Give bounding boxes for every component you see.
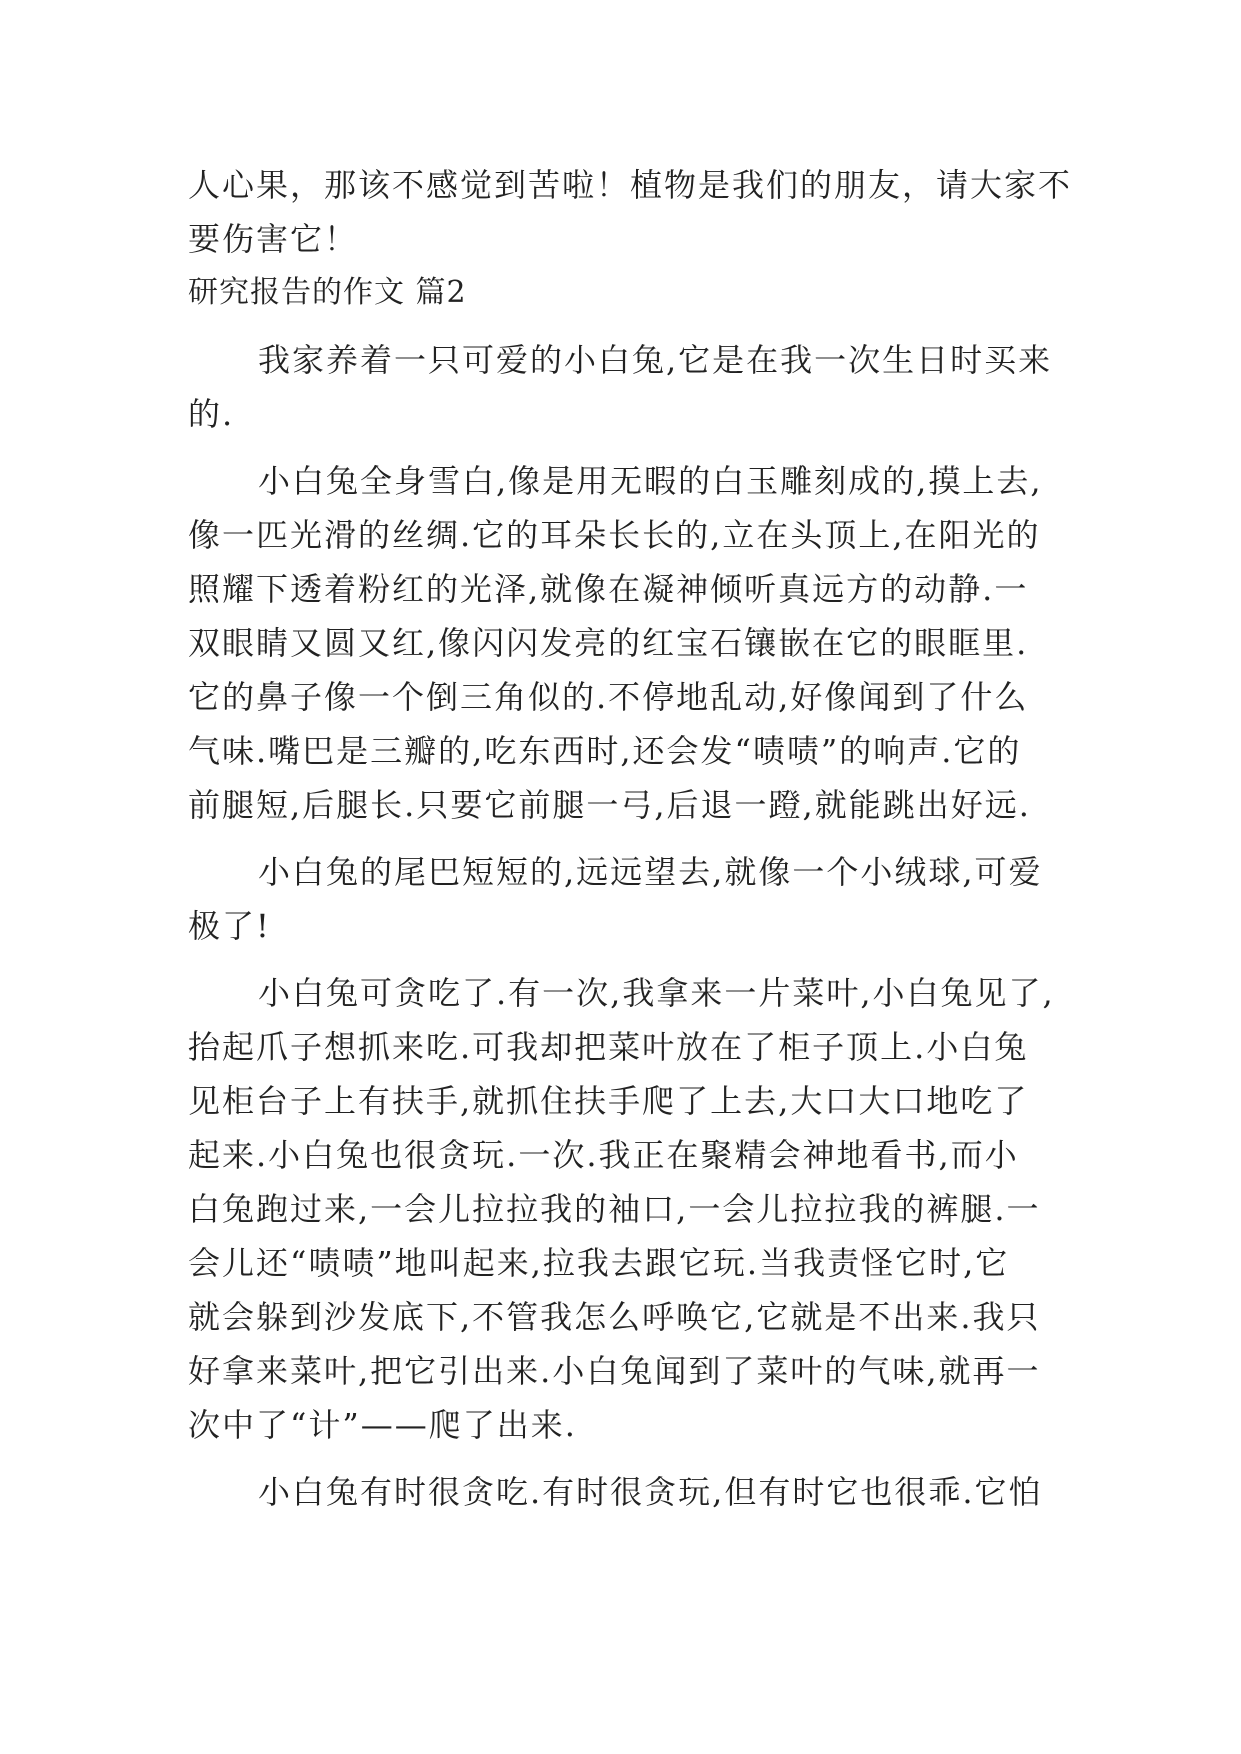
text-line: 好拿来菜叶,把它引出来.小白兔闻到了菜叶的气味,就再一 <box>188 1352 1041 1390</box>
text-line: 人心果，那该不感觉到苦啦！植物是我们的朋友，请大家不 <box>188 166 1073 204</box>
paragraph <box>188 966 1055 1452</box>
text-line: 像一匹光滑的丝绸.它的耳朵长长的,立在头顶上,在阳光的 <box>188 516 1041 554</box>
text-line: 照耀下透着粉红的光泽,就像在凝神倾听真远方的动静.一 <box>188 570 1029 608</box>
text-line: 它的鼻子像一个倒三角似的.不停地乱动,好像闻到了什么 <box>188 678 1029 716</box>
text-line: 极了! <box>188 907 271 945</box>
text-line: 气味.嘴巴是三瓣的,吃东西时,还会发“啧啧”的响声.它的 <box>188 732 1022 770</box>
paragraph <box>188 1465 1050 1519</box>
text-line: 小白兔全身雪白,像是用无暇的白玉雕刻成的,摸上去, <box>258 462 1043 500</box>
text-line: 白兔跑过来,一会儿拉拉我的袖口,一会儿拉拉我的裤腿.一 <box>188 1190 1041 1228</box>
text-line: 小白兔可贪吃了.有一次,我拿来一片菜叶,小白兔见了, <box>258 974 1055 1012</box>
document-body <box>188 158 1073 1519</box>
text-line: 就会躲到沙发底下,不管我怎么呼唤它,它就是不出来.我只 <box>188 1298 1041 1336</box>
text-line: 我家养着一只可爱的小白兔,它是在我一次生日时买来 <box>258 341 1053 379</box>
text-line: 双眼睛又圆又红,像闪闪发亮的红宝石镶嵌在它的眼眶里. <box>188 624 1029 662</box>
section-heading: 研究报告的作文 篇2 <box>188 275 467 310</box>
text-line: 要伤害它！ <box>188 220 359 258</box>
text-line: 会儿还“啧啧”地叫起来,拉我去跟它玩.当我责怪它时,它 <box>188 1244 1010 1282</box>
text-line: 小白兔的尾巴短短的,远远望去,就像一个小绒球,可爱 <box>258 853 1043 891</box>
text-line: 前腿短,后腿长.只要它前腿一弓,后退一蹬,就能跳出好远. <box>188 786 1031 824</box>
text-line: 小白兔有时很贪吃.有时很贪玩,但有时它也很乖.它怕 <box>258 1473 1043 1511</box>
paragraph <box>188 845 1050 953</box>
text-line: 抬起爪子想抓来吃.可我却把菜叶放在了柜子顶上.小白兔 <box>188 1028 1029 1066</box>
text-line: 起来.小白兔也很贪玩.一次.我正在聚精会神地看书,而小 <box>188 1136 1019 1174</box>
paragraph <box>188 454 1050 832</box>
text-line: 次中了“计”——爬了出来. <box>188 1406 577 1444</box>
text-line: 的. <box>188 395 235 433</box>
text-line: 见柜台子上有扶手,就抓住扶手爬了上去,大口大口地吃了 <box>188 1082 1029 1120</box>
paragraph <box>188 333 1053 441</box>
